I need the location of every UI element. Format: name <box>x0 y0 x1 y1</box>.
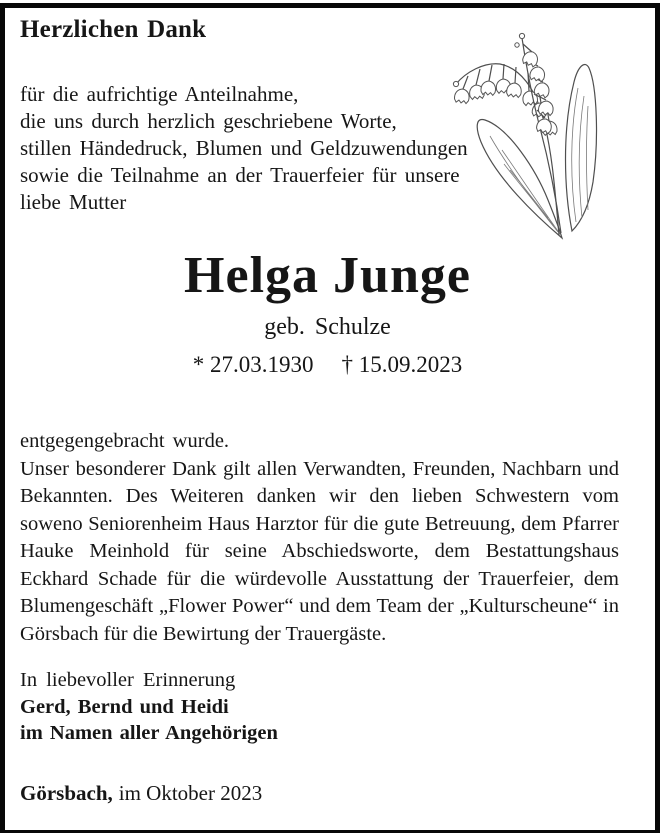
maiden-name: geb. Schulze <box>264 314 391 340</box>
thanks-paragraph: Unser besonderer Dank gilt allen Verwandten, Freunden, Nachbarn und Bekannten. Des Weiteren danken wir den lieben Schwestern vom soweno Seniorenheim Haus Harztor für die gute Betreuung, dem Pfarrer Hauke Meinhold für seine Abschiedsworte, dem Bestattungshaus Eckhard Schade für die würdevolle Ausstattung der Trauerfeier, dem Blumengeschäft „Flower Power“ und dem Team der „Kulturscheune“ in Görsbach für die Bewirtung der Trauergäste. <box>20 457 619 645</box>
on-behalf-line: im Namen aller Angehörigen <box>20 722 278 744</box>
thanks-heading: Herzlichen Dank <box>20 16 207 43</box>
family-names-line: Gerd, Bernd und Heidi <box>20 695 229 718</box>
lily-of-the-valley-icon <box>448 10 636 248</box>
place-date-line <box>20 781 262 806</box>
life-dates <box>0 352 655 378</box>
deceased-name: Helga Junge <box>184 247 471 304</box>
memory-line: In liebevoller Erinnerung <box>20 669 236 691</box>
death-date: † 15.09.2023 <box>341 352 463 377</box>
place-name: Görsbach, <box>20 781 113 805</box>
birth-date: * 27.03.1930 <box>192 352 314 377</box>
body-first-line: entgegengebracht wurde. <box>20 430 230 452</box>
closing-block <box>20 667 278 747</box>
intro-paragraph: für die aufrichtige Anteilnahme, die uns durch herzlich geschriebene Worte, stillen Händedruck, Blumen und Geldzuwendungen sowie die Teilnahme an der Trauerfeier für unsere liebe Mutter <box>20 82 468 214</box>
month-year: im Oktober 2023 <box>118 781 263 805</box>
